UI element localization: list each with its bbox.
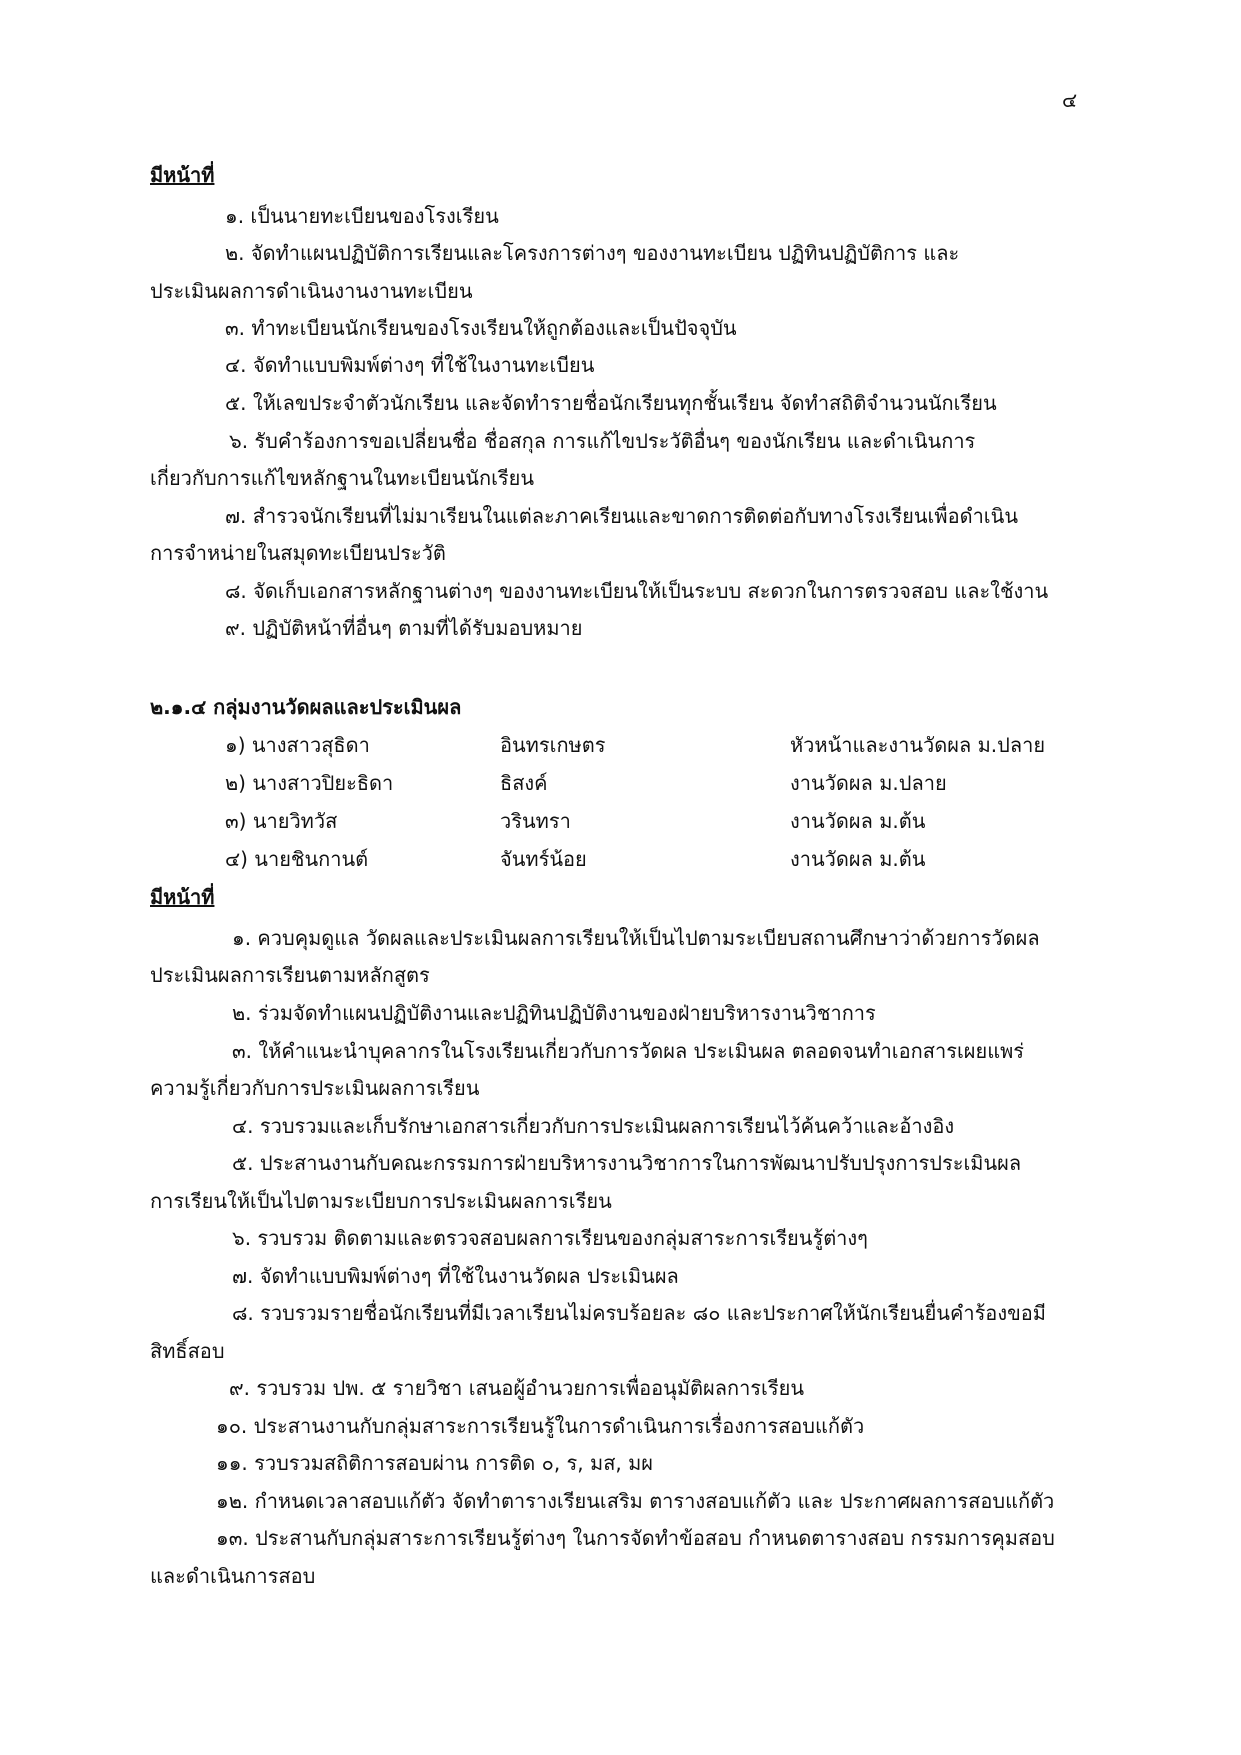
duties-heading: มีหน้าที่ [150,885,215,909]
member-name: ๔) นายชินกานต์ [225,847,369,871]
duty-line: ๙. ปฏิบัติหน้าที่อื่นๆ ตามที่ได้รับมอบหมาย [225,616,583,640]
member-role: หัวหน้าและงานวัดผล ม.ปลาย [790,733,1046,757]
duty-line: ๔. จัดทำแบบพิมพ์ต่างๆ ที่ใช้ในงานทะเบียน [225,353,595,377]
member-surname: ธิสงค์ [500,771,548,795]
duty-line: ๒. จัดทำแผนปฏิบัติการเรียนและโครงการต่างๆ ของงานทะเบียน ปฏิทินปฏิบัติการ และ [225,241,960,265]
member-surname: วรินทรา [500,809,571,833]
duties-heading: มีหน้าที่ [150,163,215,187]
duty-line: ประเมินผลการดำเนินงานงานทะเบียน [150,279,473,303]
duty-line: และดำเนินการสอบ [150,1564,316,1588]
duty-line: ๑. เป็นนายทะเบียนของโรงเรียน [225,204,499,228]
duty-line: ๑๑. รวบรวมสถิติการสอบผ่าน การติด ๐, ร, มส, มผ [216,1451,654,1475]
duty-line: สิทธิ์สอบ [150,1339,225,1363]
duty-line: ๔. รวบรวมและเก็บรักษาเอกสารเกี่ยวกับการประเมินผลการเรียนไว้ค้นคว้าและอ้างอิง [232,1114,955,1138]
duty-line: ๗. จัดทำแบบพิมพ์ต่างๆ ที่ใช้ในงานวัดผล ประเมินผล [232,1264,679,1288]
duty-line: การจำหน่ายในสมุดทะเบียนประวัติ [150,541,446,565]
member-role: งานวัดผล ม.ปลาย [790,771,947,795]
duty-line: การเรียนให้เป็นไปตามระเบียบการประเมินผลการเรียน [150,1189,612,1213]
duty-line: ประเมินผลการเรียนตามหลักสูตร [150,963,430,987]
duty-line: ๒. ร่วมจัดทำแผนปฏิบัติงานและปฏิทินปฏิบัติงานของฝ่ายบริหารงานวิชาการ [232,1001,876,1025]
member-surname: อินทรเกษตร [500,733,606,757]
duty-line: ๗. สำรวจนักเรียนที่ไม่มาเรียนในแต่ละภาคเรียนและขาดการติดต่อกับทางโรงเรียนเพื่อดำเนิน [225,504,1018,528]
member-name: ๒) นางสาวปิยะธิดา [225,771,394,795]
member-role: งานวัดผล ม.ต้น [790,809,926,833]
member-surname: จันทร์น้อย [500,847,587,871]
duty-line: ๙. รวบรวม ปพ. ๕ รายวิชา เสนอผู้อำนวยการเพื่ออนุมัติผลการเรียน [229,1376,805,1400]
duty-line: ๖. รวบรวม ติดตามและตรวจสอบผลการเรียนของกลุ่มสาระการเรียนรู้ต่างๆ [232,1226,868,1250]
duty-line: ๑๒. กำหนดเวลาสอบแก้ตัว จัดทำตารางเรียนเสริม ตารางสอบแก้ตัว และ ประกาศผลการสอบแก้ตัว [216,1489,1055,1513]
duty-line: เกี่ยวกับการแก้ไขหลักฐานในทะเบียนนักเรียน [150,466,535,490]
page-number: ๔ [1062,88,1078,112]
duty-line: ๓. ทำทะเบียนนักเรียนของโรงเรียนให้ถูกต้องและเป็นปัจจุบัน [225,316,737,340]
duty-line: ๑. ควบคุมดูแล วัดผลและประเมินผลการเรียนให้เป็นไปตามระเบียบสถานศึกษาว่าด้วยการวัดผล [232,926,1040,950]
member-role: งานวัดผล ม.ต้น [790,847,926,871]
duty-line: ๖. รับคำร้องการขอเปลี่ยนชื่อ ชื่อสกุล การแก้ไขประวัติอื่นๆ ของนักเรียน และดำเนินการ [229,429,976,453]
member-name: ๑) นางสาวสุธิดา [225,733,370,757]
section-title: ๒.๑.๔ กลุ่มงานวัดผลและประเมินผล [150,695,462,719]
duty-line: ๑๓. ประสานกับกลุ่มสาระการเรียนรู้ต่างๆ ในการจัดทำข้อสอบ กำหนดตารางสอบ กรรมการคุมสอบ [216,1526,1055,1550]
duty-line: ๘. รวบรวมรายชื่อนักเรียนที่มีเวลาเรียนไม่ครบร้อยละ ๘๐ และประกาศให้นักเรียนยื่นคำร้องขอมี [232,1301,1046,1325]
duty-line: ๑๐. ประสานงานกับกลุ่มสาระการเรียนรู้ในการดำเนินการเรื่องการสอบแก้ตัว [216,1414,865,1438]
duty-line: ความรู้เกี่ยวกับการประเมินผลการเรียน [150,1076,480,1100]
duty-line: ๕. ประสานงานกับคณะกรรมการฝ่ายบริหารงานวิชาการในการพัฒนาปรับปรุงการประเมินผล [232,1151,1022,1175]
duty-line: ๓. ให้คำแนะนำบุคลากรในโรงเรียนเกี่ยวกับการวัดผล ประเมินผล ตลอดจนทำเอกสารเผยแพร่ [232,1039,1025,1063]
duty-line: ๘. จัดเก็บเอกสารหลักฐานต่างๆ ของงานทะเบียนให้เป็นระบบ สะดวกในการตรวจสอบ และใช้งาน [225,579,1049,603]
duty-line: ๕. ให้เลขประจำตัวนักเรียน และจัดทำรายชื่อนักเรียนทุกชั้นเรียน จัดทำสถิติจำนวนนักเรียน [225,391,997,415]
member-name: ๓) นายวิทวัส [225,809,338,833]
